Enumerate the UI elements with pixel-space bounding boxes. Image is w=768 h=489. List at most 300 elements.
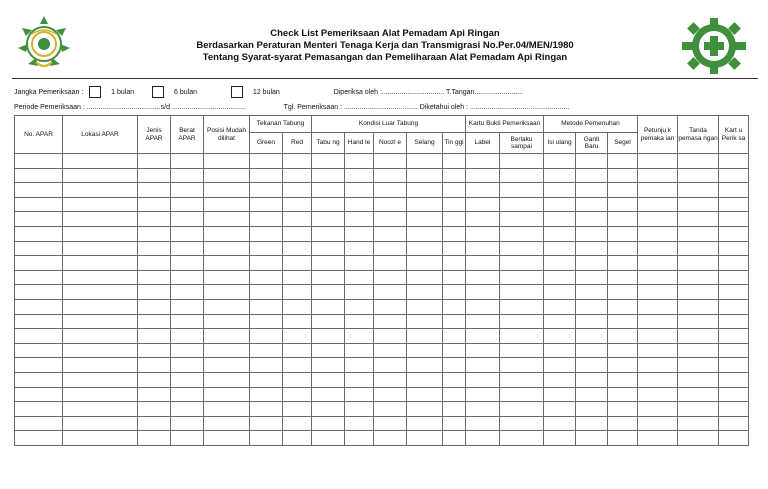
table-cell[interactable] [204,183,250,198]
table-cell[interactable] [500,431,544,446]
table-cell[interactable] [204,241,250,256]
table-cell[interactable] [638,241,678,256]
table-cell[interactable] [204,387,250,402]
table-cell[interactable] [500,226,544,241]
table-cell[interactable] [250,343,283,358]
table-cell[interactable] [719,168,749,183]
table-cell[interactable] [63,241,138,256]
table-cell[interactable] [500,372,544,387]
table-cell[interactable] [608,226,638,241]
table-cell[interactable] [608,256,638,271]
table-cell[interactable] [500,314,544,329]
table-cell[interactable] [544,358,576,373]
table-cell[interactable] [719,329,749,344]
table-cell[interactable] [204,197,250,212]
table-cell[interactable] [719,197,749,212]
table-cell[interactable] [719,299,749,314]
table-cell[interactable] [374,270,407,285]
table-cell[interactable] [204,329,250,344]
table-cell[interactable] [719,226,749,241]
table-cell[interactable] [345,270,374,285]
table-cell[interactable] [678,197,719,212]
table-cell[interactable] [283,387,312,402]
table-cell[interactable] [138,402,171,417]
table-cell[interactable] [576,402,608,417]
table-cell[interactable] [638,212,678,227]
table-cell[interactable] [204,212,250,227]
table-cell[interactable] [374,416,407,431]
table-cell[interactable] [407,183,443,198]
table-cell[interactable] [250,416,283,431]
table-cell[interactable] [719,270,749,285]
table-cell[interactable] [312,431,345,446]
table-cell[interactable] [250,299,283,314]
table-cell[interactable] [544,314,576,329]
table-cell[interactable] [204,416,250,431]
table-cell[interactable] [719,387,749,402]
table-cell[interactable] [374,285,407,300]
table-cell[interactable] [466,183,500,198]
table-cell[interactable] [443,387,466,402]
table-cell[interactable] [171,343,204,358]
table-cell[interactable] [63,402,138,417]
table-cell[interactable] [63,226,138,241]
table-cell[interactable] [678,314,719,329]
table-cell[interactable] [500,212,544,227]
table-cell[interactable] [138,285,171,300]
table-cell[interactable] [719,343,749,358]
table-cell[interactable] [204,358,250,373]
table-cell[interactable] [678,168,719,183]
table-cell[interactable] [678,387,719,402]
table-cell[interactable] [443,241,466,256]
table-cell[interactable] [407,358,443,373]
table-cell[interactable] [138,299,171,314]
table-cell[interactable] [63,168,138,183]
table-cell[interactable] [638,343,678,358]
table-cell[interactable] [500,241,544,256]
table-cell[interactable] [443,372,466,387]
table-cell[interactable] [407,402,443,417]
table-cell[interactable] [15,387,63,402]
table-cell[interactable] [283,431,312,446]
table-cell[interactable] [374,343,407,358]
table-cell[interactable] [345,431,374,446]
table-cell[interactable] [638,299,678,314]
table-cell[interactable] [204,314,250,329]
table-cell[interactable] [63,358,138,373]
table-cell[interactable] [678,270,719,285]
table-cell[interactable] [250,197,283,212]
table-cell[interactable] [576,270,608,285]
table-cell[interactable] [500,299,544,314]
table-cell[interactable] [171,241,204,256]
table-cell[interactable] [374,402,407,417]
table-cell[interactable] [576,226,608,241]
table-cell[interactable] [250,387,283,402]
table-cell[interactable] [283,270,312,285]
table-cell[interactable] [466,212,500,227]
table-cell[interactable] [312,329,345,344]
table-cell[interactable] [345,168,374,183]
table-cell[interactable] [250,329,283,344]
table-cell[interactable] [171,285,204,300]
table-cell[interactable] [466,358,500,373]
table-cell[interactable] [374,387,407,402]
table-cell[interactable] [678,256,719,271]
table-cell[interactable] [638,387,678,402]
table-cell[interactable] [678,343,719,358]
table-cell[interactable] [678,241,719,256]
table-cell[interactable] [63,372,138,387]
table-cell[interactable] [443,329,466,344]
table-cell[interactable] [466,431,500,446]
table-cell[interactable] [466,226,500,241]
table-cell[interactable] [204,226,250,241]
table-cell[interactable] [576,241,608,256]
table-cell[interactable] [500,197,544,212]
table-cell[interactable] [138,314,171,329]
table-cell[interactable] [719,431,749,446]
table-cell[interactable] [719,183,749,198]
table-cell[interactable] [638,358,678,373]
table-cell[interactable] [500,270,544,285]
table-cell[interactable] [678,226,719,241]
table-cell[interactable] [312,212,345,227]
table-cell[interactable] [15,183,63,198]
table-cell[interactable] [608,285,638,300]
table-cell[interactable] [678,358,719,373]
table-cell[interactable] [544,372,576,387]
table-cell[interactable] [638,314,678,329]
table-cell[interactable] [576,343,608,358]
table-cell[interactable] [466,329,500,344]
table-cell[interactable] [15,226,63,241]
table-cell[interactable] [283,314,312,329]
table-cell[interactable] [345,183,374,198]
table-cell[interactable] [15,329,63,344]
table-cell[interactable] [171,212,204,227]
table-cell[interactable] [638,270,678,285]
table-cell[interactable] [138,372,171,387]
table-cell[interactable] [138,256,171,271]
table-cell[interactable] [544,154,576,169]
table-cell[interactable] [374,358,407,373]
table-cell[interactable] [204,154,250,169]
table-cell[interactable] [443,314,466,329]
table-cell[interactable] [608,343,638,358]
table-cell[interactable] [608,197,638,212]
table-cell[interactable] [283,372,312,387]
table-cell[interactable] [638,256,678,271]
table-cell[interactable] [608,314,638,329]
table-cell[interactable] [204,372,250,387]
table-cell[interactable] [345,226,374,241]
table-cell[interactable] [638,154,678,169]
table-cell[interactable] [312,154,345,169]
table-cell[interactable] [608,372,638,387]
table-cell[interactable] [138,168,171,183]
table-cell[interactable] [312,314,345,329]
checkbox-12-bulan[interactable] [231,86,243,98]
table-cell[interactable] [638,285,678,300]
table-cell[interactable] [407,416,443,431]
table-cell[interactable] [500,343,544,358]
table-cell[interactable] [312,299,345,314]
table-cell[interactable] [345,314,374,329]
table-cell[interactable] [171,270,204,285]
table-cell[interactable] [15,168,63,183]
table-cell[interactable] [407,168,443,183]
table-cell[interactable] [576,431,608,446]
table-cell[interactable] [544,168,576,183]
table-cell[interactable] [63,387,138,402]
table-cell[interactable] [576,168,608,183]
table-cell[interactable] [500,183,544,198]
table-cell[interactable] [719,416,749,431]
table-cell[interactable] [283,168,312,183]
table-cell[interactable] [500,402,544,417]
table-cell[interactable] [443,256,466,271]
table-cell[interactable] [466,168,500,183]
table-cell[interactable] [608,168,638,183]
table-cell[interactable] [250,431,283,446]
table-cell[interactable] [608,358,638,373]
table-cell[interactable] [204,168,250,183]
table-cell[interactable] [345,212,374,227]
table-cell[interactable] [407,387,443,402]
table-cell[interactable] [250,402,283,417]
table-cell[interactable] [576,387,608,402]
table-cell[interactable] [138,183,171,198]
table-cell[interactable] [283,154,312,169]
table-cell[interactable] [443,343,466,358]
table-cell[interactable] [443,299,466,314]
table-cell[interactable] [443,197,466,212]
table-cell[interactable] [345,358,374,373]
table-cell[interactable] [15,154,63,169]
table-cell[interactable] [466,343,500,358]
table-cell[interactable] [312,168,345,183]
table-cell[interactable] [608,241,638,256]
table-cell[interactable] [678,285,719,300]
table-cell[interactable] [63,343,138,358]
table-cell[interactable] [283,343,312,358]
table-cell[interactable] [608,299,638,314]
table-cell[interactable] [678,212,719,227]
table-cell[interactable] [171,416,204,431]
table-cell[interactable] [466,314,500,329]
table-cell[interactable] [443,183,466,198]
table-cell[interactable] [678,154,719,169]
table-cell[interactable] [443,168,466,183]
table-cell[interactable] [283,299,312,314]
table-cell[interactable] [63,256,138,271]
table-cell[interactable] [719,212,749,227]
table-cell[interactable] [443,416,466,431]
table-cell[interactable] [407,329,443,344]
table-cell[interactable] [171,314,204,329]
table-cell[interactable] [719,402,749,417]
table-cell[interactable] [544,197,576,212]
table-cell[interactable] [466,270,500,285]
table-cell[interactable] [407,212,443,227]
table-cell[interactable] [544,402,576,417]
table-cell[interactable] [466,299,500,314]
table-cell[interactable] [443,212,466,227]
table-cell[interactable] [374,299,407,314]
table-cell[interactable] [544,226,576,241]
table-cell[interactable] [15,431,63,446]
table-cell[interactable] [138,241,171,256]
table-cell[interactable] [250,358,283,373]
table-cell[interactable] [500,256,544,271]
table-cell[interactable] [250,154,283,169]
table-cell[interactable] [15,197,63,212]
table-cell[interactable] [576,197,608,212]
table-cell[interactable] [15,416,63,431]
table-cell[interactable] [63,299,138,314]
table-cell[interactable] [283,358,312,373]
table-cell[interactable] [466,197,500,212]
table-cell[interactable] [312,241,345,256]
table-cell[interactable] [719,285,749,300]
table-cell[interactable] [250,314,283,329]
table-cell[interactable] [466,154,500,169]
table-cell[interactable] [345,197,374,212]
table-cell[interactable] [63,212,138,227]
table-cell[interactable] [678,402,719,417]
table-cell[interactable] [638,168,678,183]
table-cell[interactable] [63,329,138,344]
table-cell[interactable] [608,387,638,402]
table-cell[interactable] [407,372,443,387]
table-cell[interactable] [345,285,374,300]
table-cell[interactable] [608,329,638,344]
table-cell[interactable] [544,270,576,285]
table-cell[interactable] [250,212,283,227]
table-cell[interactable] [250,270,283,285]
table-cell[interactable] [312,183,345,198]
table-cell[interactable] [500,168,544,183]
table-cell[interactable] [345,416,374,431]
table-cell[interactable] [345,299,374,314]
table-cell[interactable] [283,212,312,227]
table-cell[interactable] [250,285,283,300]
table-cell[interactable] [638,431,678,446]
table-cell[interactable] [204,285,250,300]
table-cell[interactable] [204,256,250,271]
table-cell[interactable] [204,402,250,417]
table-cell[interactable] [312,226,345,241]
table-cell[interactable] [171,329,204,344]
table-cell[interactable] [204,431,250,446]
table-cell[interactable] [63,416,138,431]
table-cell[interactable] [138,329,171,344]
table-cell[interactable] [345,154,374,169]
table-cell[interactable] [544,212,576,227]
table-cell[interactable] [407,431,443,446]
table-cell[interactable] [283,226,312,241]
table-cell[interactable] [345,329,374,344]
table-cell[interactable] [15,372,63,387]
table-cell[interactable] [407,314,443,329]
table-cell[interactable] [443,358,466,373]
table-cell[interactable] [15,241,63,256]
table-cell[interactable] [374,168,407,183]
table-cell[interactable] [283,256,312,271]
table-cell[interactable] [283,197,312,212]
table-cell[interactable] [345,372,374,387]
table-cell[interactable] [345,241,374,256]
table-cell[interactable] [138,226,171,241]
table-cell[interactable] [466,241,500,256]
table-cell[interactable] [638,372,678,387]
table-cell[interactable] [138,387,171,402]
table-cell[interactable] [15,256,63,271]
table-cell[interactable] [576,256,608,271]
table-cell[interactable] [638,402,678,417]
table-cell[interactable] [374,226,407,241]
table-cell[interactable] [443,402,466,417]
table-cell[interactable] [466,372,500,387]
table-cell[interactable] [576,329,608,344]
table-cell[interactable] [138,212,171,227]
table-cell[interactable] [283,241,312,256]
table-cell[interactable] [312,372,345,387]
table-cell[interactable] [407,226,443,241]
table-cell[interactable] [608,402,638,417]
table-cell[interactable] [576,314,608,329]
table-cell[interactable] [407,285,443,300]
table-cell[interactable] [500,387,544,402]
table-cell[interactable] [500,416,544,431]
table-cell[interactable] [638,329,678,344]
table-cell[interactable] [407,270,443,285]
table-cell[interactable] [374,372,407,387]
table-cell[interactable] [608,212,638,227]
table-cell[interactable] [407,299,443,314]
table-cell[interactable] [63,314,138,329]
table-cell[interactable] [312,343,345,358]
table-cell[interactable] [678,416,719,431]
table-cell[interactable] [500,285,544,300]
table-cell[interactable] [638,416,678,431]
table-cell[interactable] [63,285,138,300]
table-cell[interactable] [443,285,466,300]
table-cell[interactable] [374,197,407,212]
table-cell[interactable] [312,256,345,271]
table-cell[interactable] [576,372,608,387]
table-cell[interactable] [466,416,500,431]
table-cell[interactable] [576,183,608,198]
table-cell[interactable] [312,387,345,402]
table-cell[interactable] [345,402,374,417]
table-cell[interactable] [576,358,608,373]
table-cell[interactable] [544,387,576,402]
table-cell[interactable] [204,270,250,285]
table-cell[interactable] [443,270,466,285]
table-cell[interactable] [138,154,171,169]
table-cell[interactable] [15,270,63,285]
table-cell[interactable] [678,299,719,314]
table-cell[interactable] [608,416,638,431]
table-cell[interactable] [63,431,138,446]
table-cell[interactable] [638,226,678,241]
table-cell[interactable] [500,329,544,344]
table-cell[interactable] [576,299,608,314]
table-cell[interactable] [576,212,608,227]
